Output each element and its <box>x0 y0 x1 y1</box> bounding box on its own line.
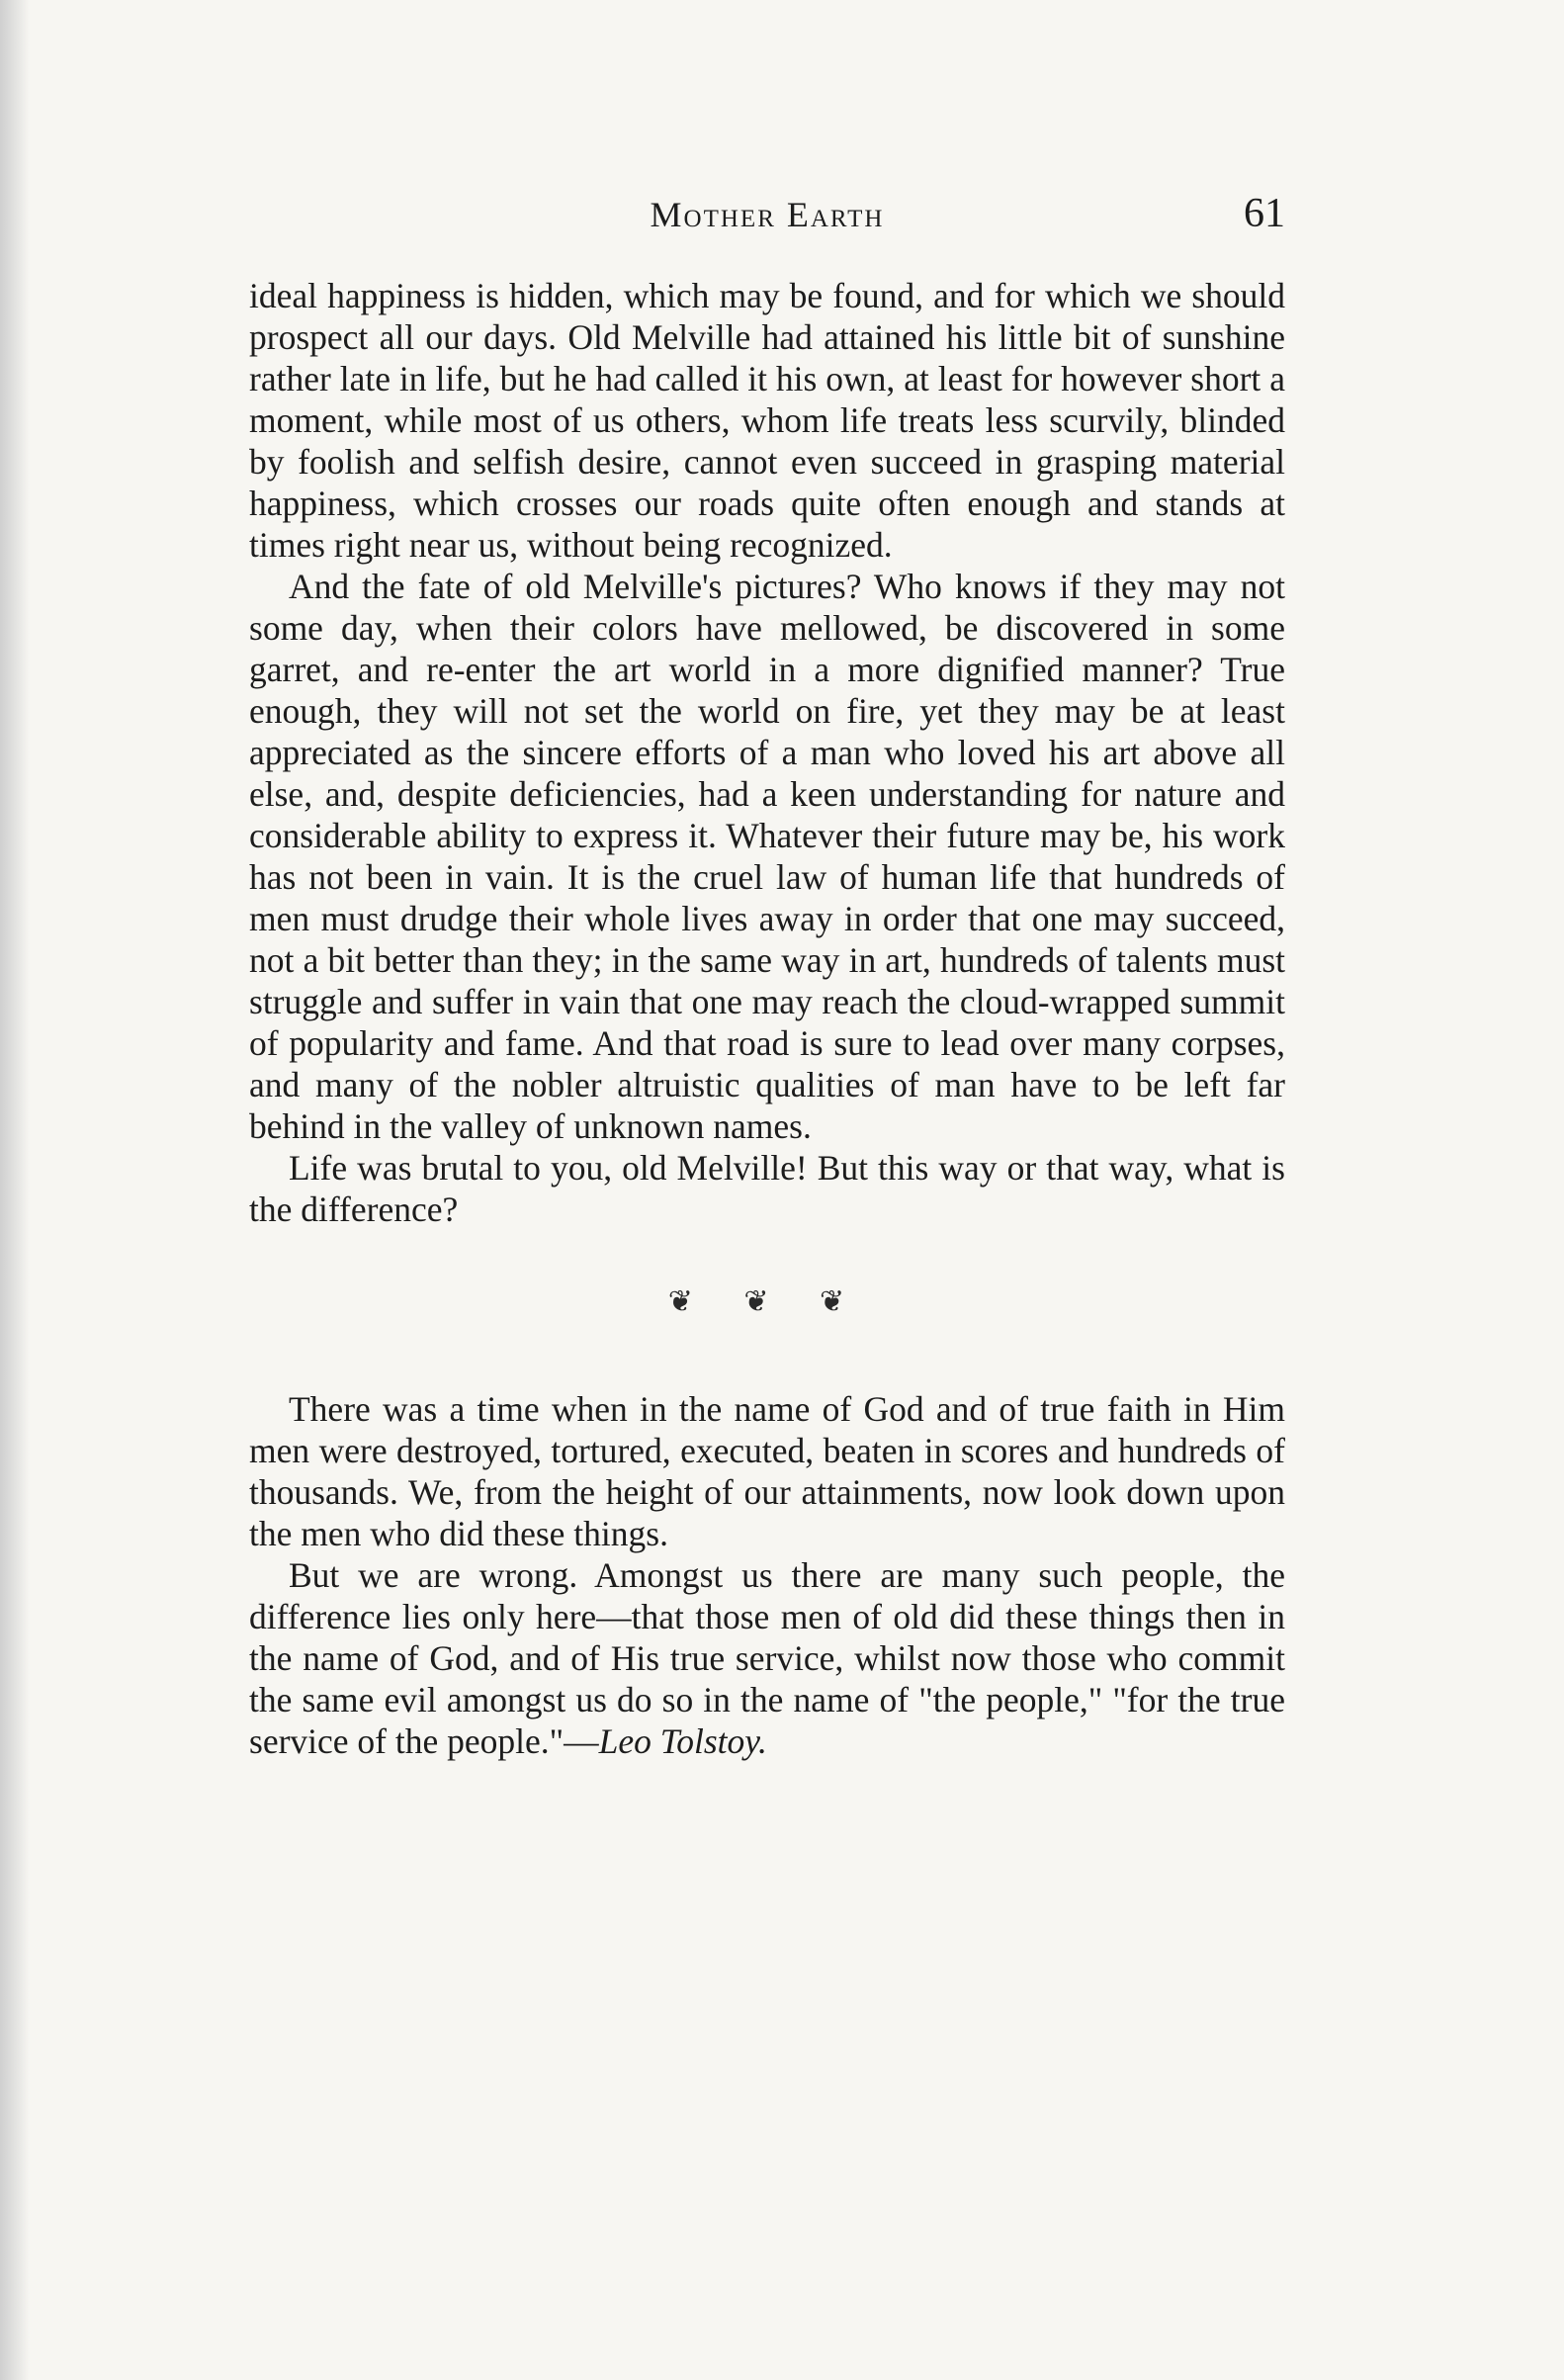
quote-paragraph-1: There was a time when in the name of God and of true faith in Him men were destroyed, tortured, executed, beaten in scores and hundreds of thousands. We, from the height of our attainments, now look down upon the men who did these things. <box>249 1389 1285 1553</box>
paragraph-melville-closing: Life was brutal to you, old Melville! But this way or that way, what is the difference? <box>249 1148 1285 1229</box>
page-header <box>249 191 1285 253</box>
quote-paragraph-2-text: But we are wrong. Amongst us there are many such people, the difference lies only here—that those men of old did these things then in the name of God, and of His true service, whilst now those who commit the same evil amongst us do so in the name of "the people," "for the true service of the people."— <box>249 1555 1285 1761</box>
page-number: 61 <box>1244 191 1285 236</box>
paragraph-continued: ideal happiness is hidden, which may be found, and for which we should prospect all our days. Old Melville had attained his little bit of sunshine rather late in life, but he had called it his own, at least for however short a moment, while most of us others, whom life treats less scurvily, blinded by foolish and selfish desire, cannot even succeed in grasping material happiness, which crosses our roads quite often enough and stands at times right near us, without being recognized. <box>249 276 1285 565</box>
paragraph-melville-pictures: And the fate of old Melville's pictures? Who knows if they may not some day, when their colors have mellowed, be discovered in some garret, and re-enter the art world in a more dignified manner? True enough, they will not set the world on fire, yet they may be at least appreciated as the sincere efforts of a man who loved his art above all else, and, despite deficiencies, had a keen understanding for nature and considerable ability to express it. Whatever their future may be, his work has not been in vain. It is the cruel law of human life that hundreds of men must drudge their whole lives away in order that one may succeed, not a bit better than they; in the same way in art, hundreds of talents must struggle and suffer in vain that one may reach the cloud-wrapped summit of popularity and fame. And that road is sure to lead over many corpses, and many of the nobler altruistic qualities of man have to be left far behind in the valley of unknown names. <box>249 567 1285 1146</box>
quote-attribution: Leo Tolstoy. <box>598 1721 767 1761</box>
page-body <box>249 275 1285 1762</box>
section-separator-ornaments: ❦ ❦ ❦ <box>667 1285 867 1318</box>
quote-paragraph-2 <box>249 1554 1285 1762</box>
page-gutter-shadow <box>0 0 30 2380</box>
running-title: Mother Earth <box>650 195 885 234</box>
